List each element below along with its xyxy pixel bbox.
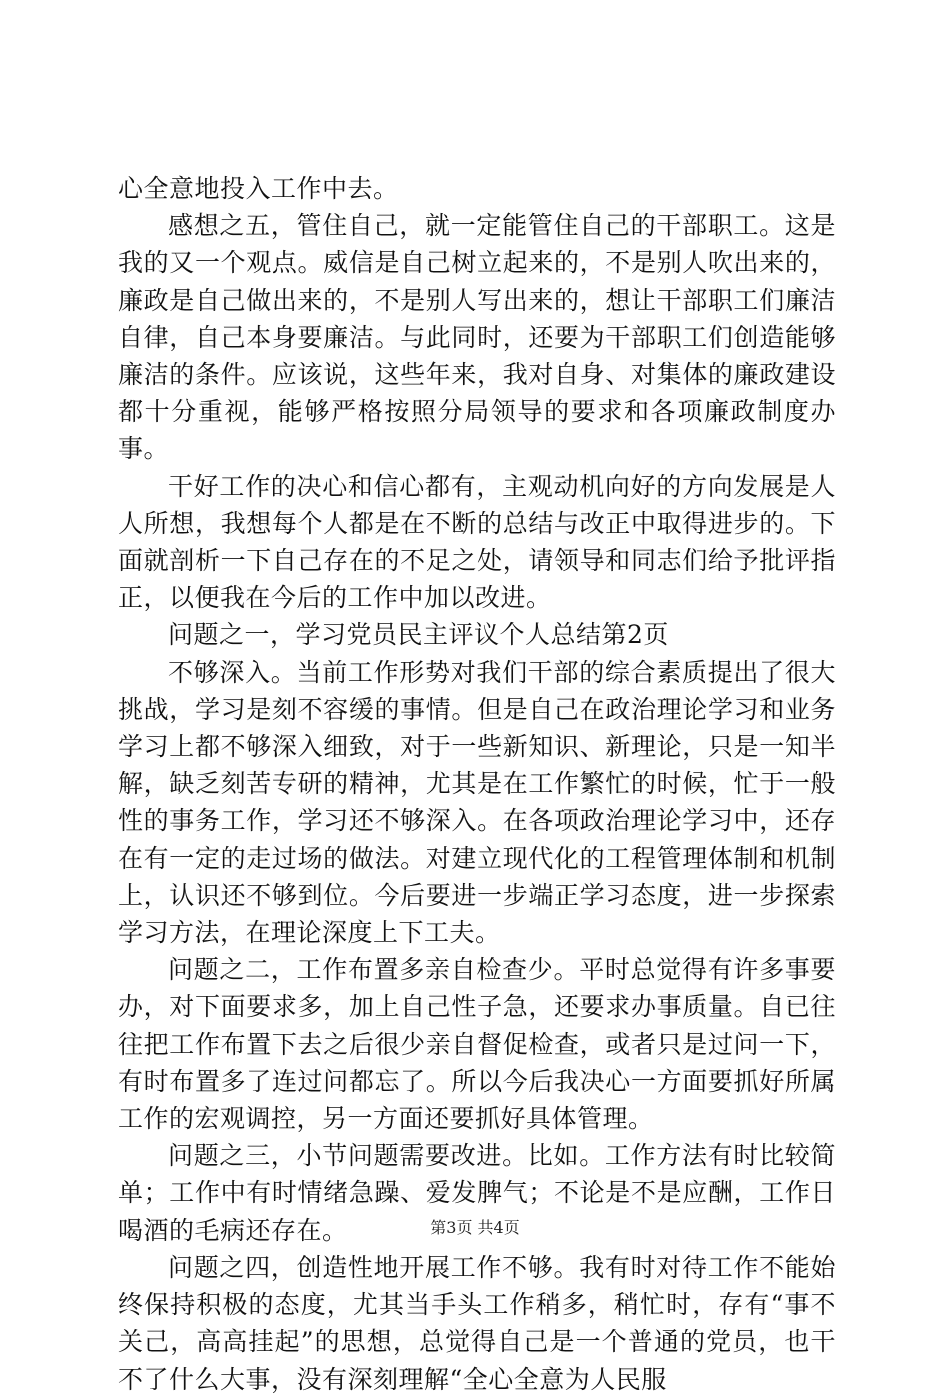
- paragraph-issue-one-heading: 问题之一，学习党员民主评议个人总结第2页: [168, 620, 669, 650]
- paragraph-issue-four: 问题之四，创造性地开展工作不够。我有时对待工作不能始终保持积极的态度，尤其当手头工作稍多，稍忙时，存有“事不关己，高高挂起”的思想，总觉得自己是一个普通的党员，也干不了什么大事，没有深刻理解“全心全意为人民服: [118, 1252, 836, 1394]
- paragraph-issue-three: 问题之三，小节问题需要改进。比如。工作方法有时比较简单；工作中有时情绪急躁、爱发脾气；不论是不是应酬，工作日喝酒的毛病还存在。: [118, 1141, 836, 1245]
- paragraph-determination: 干好工作的决心和信心都有，主观动机向好的方向发展是人人所想，我想每个人都是在不断的总结与改正中取得进步的。下面就剖析一下自己存在的不足之处，请领导和同志们给予批评指正，以便我在今后的工作中加以改进。: [118, 471, 836, 613]
- paragraph-reflection-five: 感想之五，管住自己，就一定能管住自己的干部职工。这是我的又一个观点。威信是自己树立起来的，不是别人吹出来的，廉政是自己做出来的，不是别人写出来的，想让干部职工们廉洁自律，自己本身要廉洁。与此同时，还要为干部职工们创造能够廉洁的条件。应该说，这些年来，我对自身、对集体的廉政建设都十分重视，能够严格按照分局领导的要求和各项廉政制度办事。: [118, 211, 836, 464]
- paragraph-continuation: 心全意地投入工作中去。: [118, 174, 399, 203]
- paragraph-study-insufficient: 不够深入。当前工作形势对我们干部的综合素质提出了很大挑战，学习是刻不容缓的事情。但是自己在政治理论学习和业务学习上都不够深入细致，对于一些新知识、新理论，只是一知半解，缺乏刻苦专研的精神，尤其是在工作繁忙的时候，忙于一般性的事务工作，学习还不够深入。在各项政治理论学习中，还存在有一定的走过场的做法。对建立现代化的工程管理体制和机制上，认识还不够到位。今后要进一步端正学习态度，进一步探索学习方法，在理论深度上下工夫。: [118, 657, 836, 948]
- document-body: [118, 170, 836, 1398]
- paragraph-issue-two: 问题之二，工作布置多亲自检查少。平时总觉得有许多事要办，对下面要求多，加上自己性子急，还要求办事质量。自已往往把工作布置下去之后很少亲自督促检查，或者只是过问一下，有时布置多了连过问都忘了。所以今后我决心一方面要抓好所属工作的宏观调控，另一方面还要抓好具体管理。: [118, 955, 836, 1134]
- page-footer: 第3页 共4页: [430, 1218, 520, 1237]
